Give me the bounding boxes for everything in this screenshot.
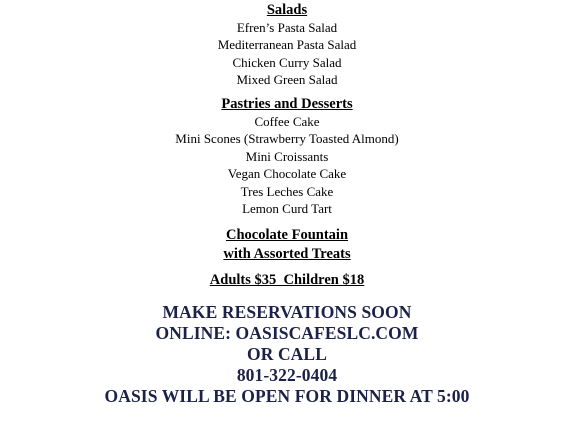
pastries-title: Pastries and Desserts (221, 96, 353, 112)
pricing-section (0, 272, 574, 289)
fountain-title: Chocolate Fountain (225, 227, 349, 243)
pastries-section (0, 96, 574, 217)
reservations-heading: MAKE RESERVATIONS SOON (162, 302, 412, 322)
pastry-item: Lemon Curd Tart (242, 201, 332, 217)
salads-section (0, 2, 574, 89)
pricing-text: Adults $35 Children $18 (209, 272, 365, 288)
salad-item: Mixed Green Salad (236, 72, 338, 88)
pastry-item: Mini Croissants (245, 148, 329, 164)
reservations-section (0, 302, 574, 407)
pastry-item: Tres Leches Cake (240, 183, 334, 199)
pastry-item: Mini Scones (Strawberry Toasted Almond) (175, 131, 399, 147)
salad-item: Chicken Curry Salad (232, 54, 342, 70)
dinner-hours: OASIS WILL BE OPEN FOR DINNER AT 5:00 (104, 386, 470, 406)
fountain-section (0, 226, 574, 264)
reservations-online: ONLINE: OASISCAFESLC.COM (155, 323, 419, 343)
salads-title: Salads (266, 2, 308, 18)
pastry-item: Coffee Cake (254, 114, 320, 129)
fountain-subtitle: with Assorted Treats (223, 246, 351, 262)
salad-item: Mediterranean Pasta Salad (217, 37, 357, 53)
pastry-item: Vegan Chocolate Cake (227, 166, 347, 182)
reservations-phone: 801-322-0404 (236, 365, 338, 385)
salad-item: Efren’s Pasta Salad (236, 20, 338, 35)
reservations-or-call: OR CALL (247, 344, 327, 364)
